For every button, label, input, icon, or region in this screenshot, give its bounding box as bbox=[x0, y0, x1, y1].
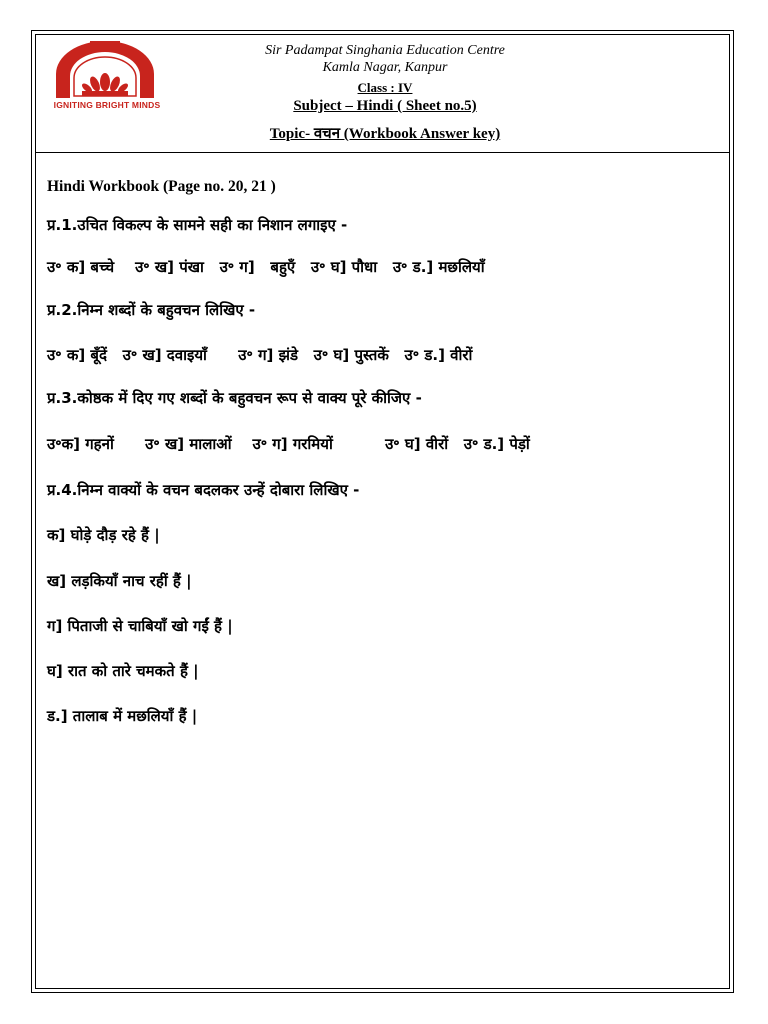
answer-3: उ॰क] गहनों उ॰ ख] मालाओं उ॰ ग] गरमियों उ॰ घ] वीरों उ॰ ड.] पेड़ों bbox=[47, 435, 530, 453]
logo-caption: IGNITING BRIGHT MINDS bbox=[53, 100, 161, 110]
workbook-reference: Hindi Workbook (Page no. 20, 21 ) bbox=[47, 178, 276, 195]
class-label: Class : IV bbox=[357, 80, 413, 95]
topic-title: Topic- वचन (Workbook Answer key) bbox=[269, 126, 501, 142]
question-4: प्र.4.निम्न वाक्यों के वचन बदलकर उन्हें दोबारा लिखिए - bbox=[47, 481, 360, 499]
answer-1: उ॰ क] बच्चे उ॰ ख] पंखा उ॰ ग] बहुएँ उ॰ घ] पौधा उ॰ ड.] मछलियाँ bbox=[47, 258, 485, 276]
question-3: प्र.3.कोष्ठक में दिए गए शब्दों के बहुवचन रूप से वाक्य पूरे कीजिए - bbox=[47, 389, 422, 407]
question-2: प्र.2.निम्न शब्दों के बहुवचन लिखिए - bbox=[47, 301, 256, 319]
answer-4b: ख] लड़कियाँ नाच रहीं हैं | bbox=[47, 572, 192, 590]
school-address: Kamla Nagar, Kanpur bbox=[322, 60, 448, 75]
school-logo-icon bbox=[50, 38, 160, 100]
school-name: Sir Padampat Singhania Education Centre bbox=[265, 43, 505, 58]
answer-4d: घ] रात को तारे चमकते हैं | bbox=[47, 662, 199, 680]
answer-4a: क] घोड़े दौड़ रहे हैं | bbox=[47, 526, 160, 544]
question-1: प्र.1.उचित विकल्प के सामने सही का निशान लगाइए - bbox=[47, 216, 348, 234]
header-divider bbox=[36, 152, 729, 153]
subject-title: Subject – Hindi ( Sheet no.5) bbox=[293, 98, 477, 114]
answer-2: उ॰ क] बूँदें उ॰ ख] दवाइयाँ उ॰ ग] झंडे उ॰ घ] पुस्तकें उ॰ ड.] वीरों bbox=[47, 346, 473, 364]
answer-4e: ड.] तालाब में मछलियाँ हैं | bbox=[47, 707, 198, 725]
answer-4c: ग] पिताजी से चाबियाँ खो गईं हैं | bbox=[47, 617, 233, 635]
